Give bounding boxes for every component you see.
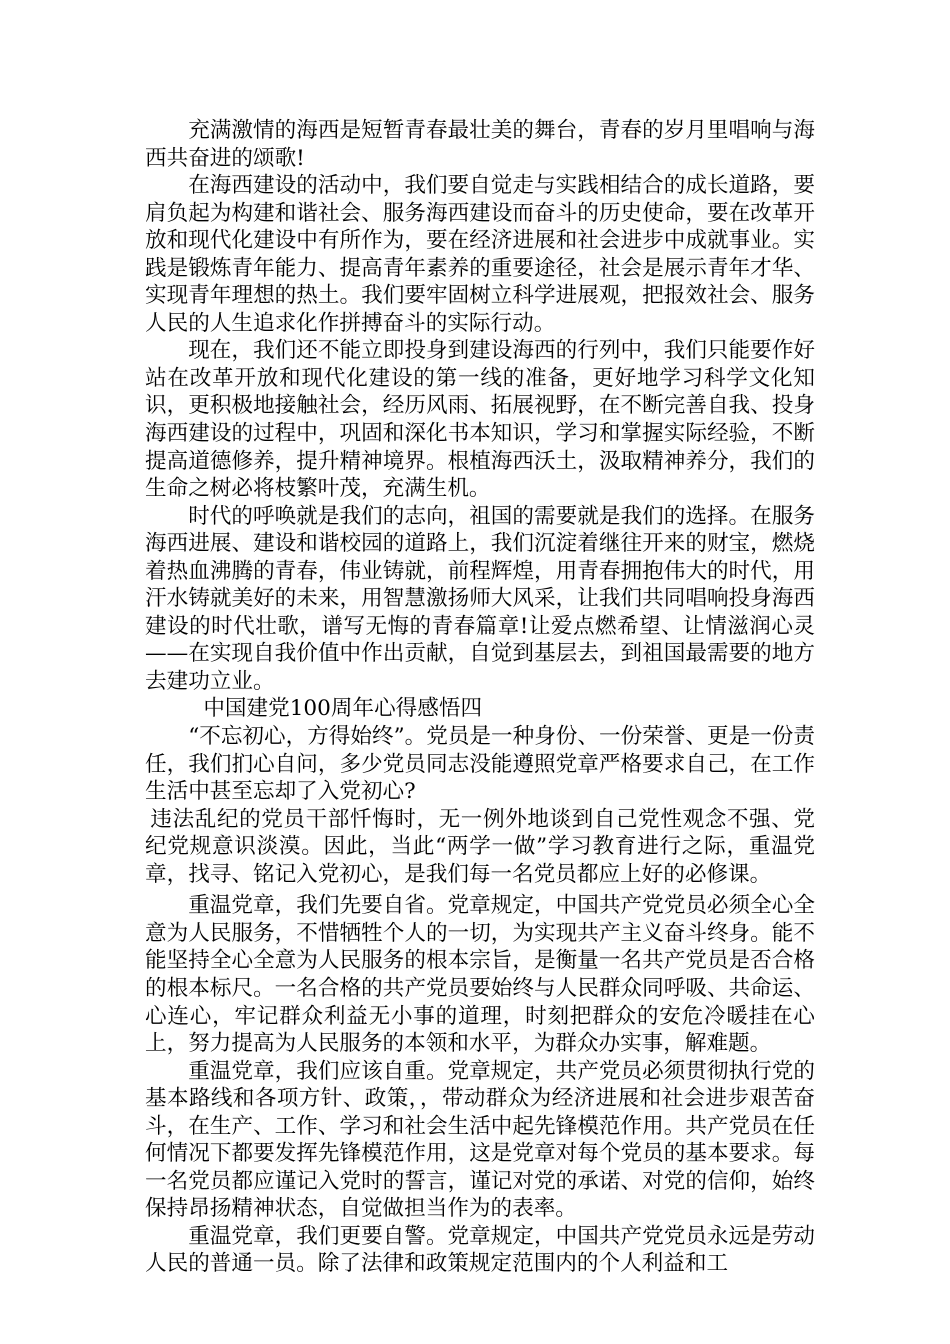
paragraph-haixi-stage: 充满激情的海西是短暂青春最壮美的舞台，青春的岁月里唱响与海西共奋进的颂歌!	[145, 118, 815, 171]
paragraph-original-aspiration: “不忘初心，方得始终”。党员是一种身份、一份荣誉、更是一份责任，我们扪心自问，多少党员同志没能遵照党章严格要求自己，在工作生活中甚至忘却了入党初心?	[145, 724, 815, 805]
paragraph-self-respect: 重温党章，我们应该自重。党章规定，共产党员必须贯彻执行党的基本路线和各项方针、政策，，带动群众为经济进展和社会进步艰苦奋斗，在生产、工作、学习和社会生活中起先锋模范作用。共产党员在任何情况下都要发挥先锋模范作用，这是党章对每个党员的基本要求。每一名党员都应谨记入党时的誓言，谨记对党的承诺、对党的信仰，始终保持昂扬精神状态，自觉做担当作为的表率。	[145, 1058, 815, 1222]
paragraph-self-reflection: 重温党章，我们先要自省。党章规定，中国共产党党员必须全心全意为人民服务，不惜牺牲个人的一切，为实现共产主义奋斗终身。能不能坚持全心全意为人民服务的根本宗旨，是衡量一名共产党员是否合格的根本标尺。一名合格的共产党员要始终与人民群众同呼吸、共命运、心连心，牢记群众利益无小事的道理，时刻把群众的安危冷暖挂在心上，努力提高为人民服务的本领和水平，为群众办实事，解难题。	[145, 893, 815, 1057]
paragraph-practice-path: 在海西建设的活动中，我们要自觉走与实践相结合的成长道路，要肩负起为构建和谐社会、服务海西建设而奋斗的历史使命，要在改革开放和现代化建设中有所作为，要在经济进展和社会进步中成就事业。实践是锻炼青年能力、提高青年素养的重要途径，社会是展示青年才华、实现青年理想的热土。我们要牢固树立科学进展观，把报效社会、服务人民的人生追求化作拼搏奋斗的实际行动。	[145, 173, 815, 336]
paragraph-discipline: 违法乱纪的党员干部忏悔时，无一例外地谈到自己党性观念不强、党纪党规意识淡漠。因此，当此“两学一做”学习教育进行之际，重温党章，找寻、铭记入党初心，是我们每一名党员都应上好的必修课。	[145, 806, 815, 887]
document-page	[145, 117, 815, 1278]
paragraph-era-call: 时代的呼唤就是我们的志向，祖国的需要就是我们的选择。在服务海西进展、建设和谐校园的道路上，我们沉淀着继往开来的财宝，燃烧着热血沸腾的青春，伟业铸就，前程辉煌，用青春拥抱伟大的时代，用汗水铸就美好的未来，用智慧激扬师大风采，让我们共同唱响投身海西建设的时代壮歌，谱写无悔的青春篇章!让爱点燃希望、让情滋润心灵——在实现自我价值中作出贡献，自觉到基层去，到祖国最需要的地方去建功立业。	[145, 503, 815, 694]
paragraph-self-warning: 重温党章，我们更要自警。党章规定，中国共产党党员永远是劳动人民的普通一员。除了法律和政策规定范围内的个人利益和工	[145, 1223, 815, 1277]
section-heading: 中国建党100周年心得感悟四	[203, 696, 483, 722]
paragraph-prepare-now: 现在，我们还不能立即投身到建设海西的行列中，我们只能要作好站在改革开放和现代化建设的第一线的准备，更好地学习科学文化知识，更积极地接触社会，经历风雨、拓展视野，在不断完善自我、投身海西建设的过程中，巩固和深化书本知识，学习和掌握实际经验，不断提高道德修养，提升精神境界。根植海西沃土，汲取精神养分，我们的生命之树必将枝繁叶茂，充满生机。	[145, 338, 815, 502]
